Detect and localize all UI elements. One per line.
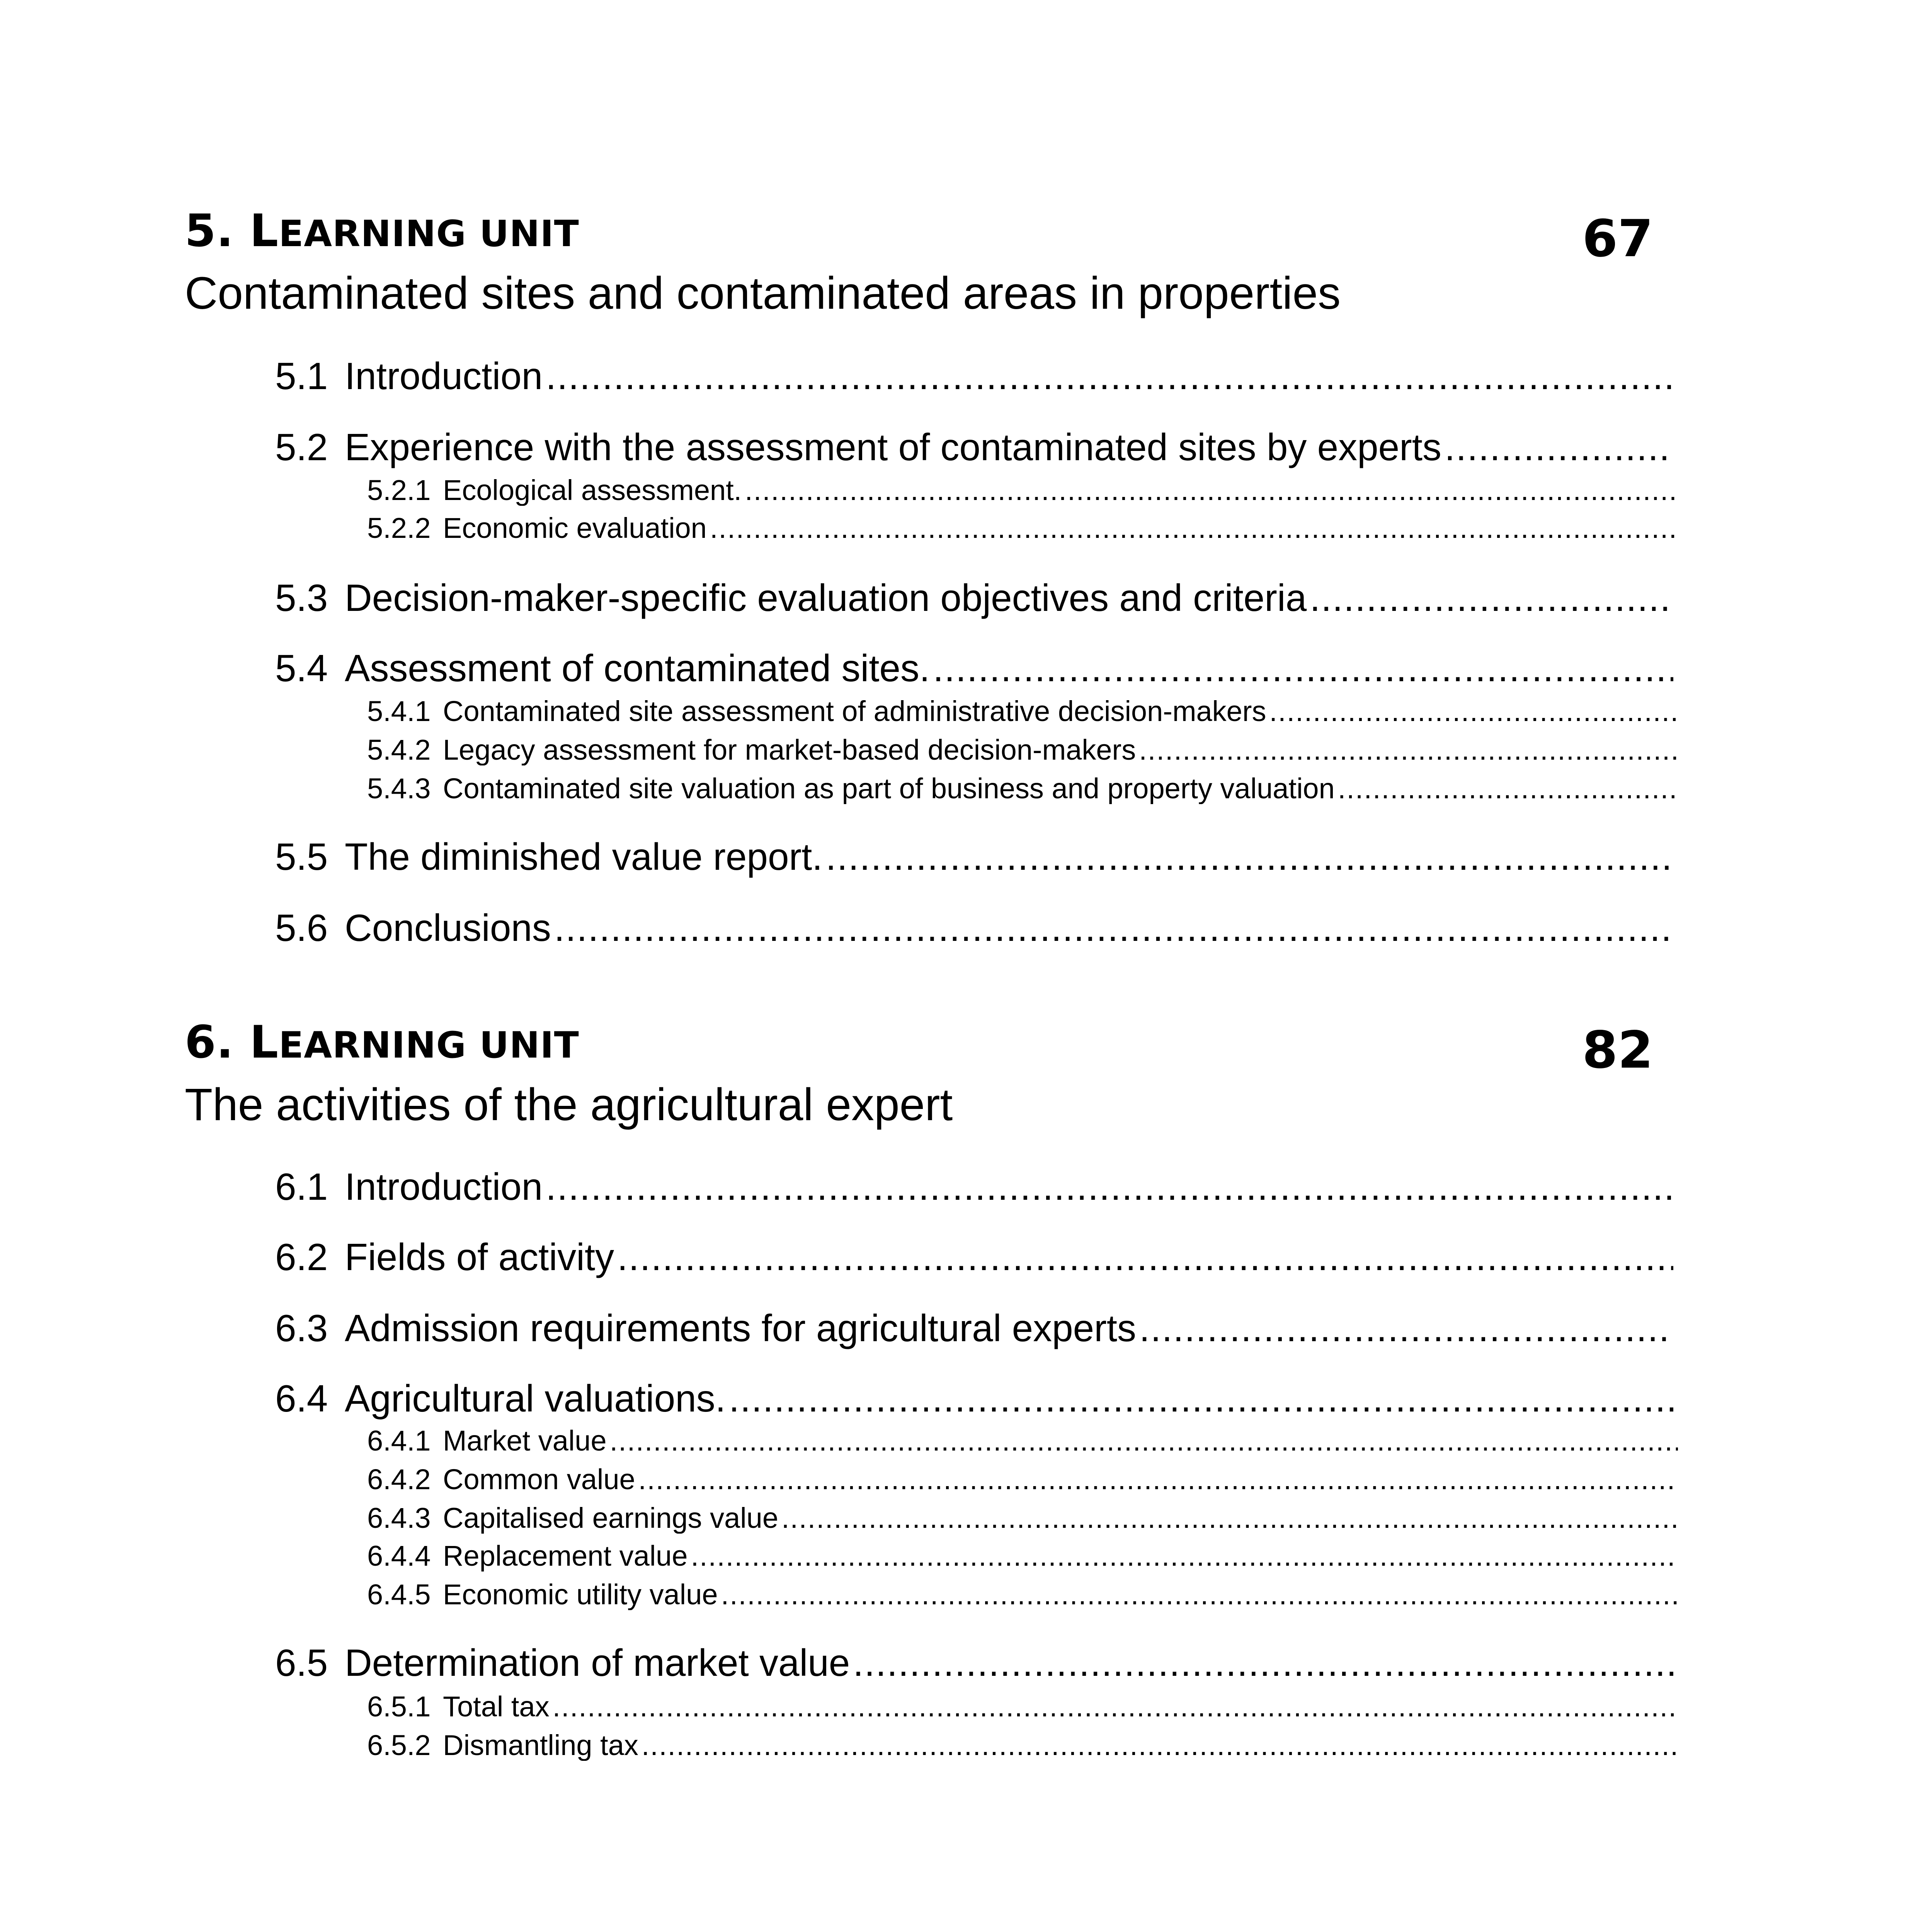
leader-dots [638, 1464, 1678, 1495]
toc-entry-6-5-2[interactable] [367, 1730, 1678, 1761]
leader-dots [642, 1730, 1678, 1761]
leader-dots [721, 1579, 1678, 1610]
entry-number: 6.4.5 [367, 1579, 431, 1611]
toc-entry-5-2[interactable] [275, 427, 1673, 468]
entry-title: Conclusions [345, 907, 551, 949]
entry-title: Market value [443, 1425, 607, 1457]
toc-entry-6-2[interactable] [275, 1236, 1673, 1278]
leader-dots [1139, 1308, 1673, 1349]
entry-number: 6.4.2 [367, 1464, 431, 1495]
entry-number: 5.4.2 [367, 734, 431, 766]
entry-number: 6.5 [275, 1642, 328, 1684]
leader-dots [554, 907, 1673, 949]
leader-dots [553, 1691, 1678, 1722]
entry-number: 5.2 [275, 427, 328, 468]
toc-entry-6-4-1[interactable] [367, 1425, 1678, 1456]
toc-entry-5-4-1[interactable] [367, 696, 1678, 727]
toc-entry-6-5-1[interactable] [367, 1691, 1678, 1722]
entry-number: 6.2 [275, 1236, 328, 1278]
entry-number: 6.4.3 [367, 1502, 431, 1534]
entry-number: 5.5 [275, 836, 328, 878]
entry-number: 5.3 [275, 577, 328, 619]
toc-entry-6-4-2[interactable] [367, 1464, 1678, 1495]
entry-title: Legacy assessment for market-based decision-makers [443, 734, 1136, 766]
leader-dots [745, 474, 1678, 506]
entry-title: Economic utility value [443, 1579, 718, 1611]
entry-title: The diminished value report. [345, 836, 823, 878]
entry-number: 6.4 [275, 1378, 328, 1420]
leader-dots [1310, 577, 1673, 619]
toc-entry-5-1[interactable] [275, 355, 1673, 397]
unit-6-subtitle: The activities of the agricultural expert [185, 1079, 953, 1130]
leader-dots [617, 1236, 1673, 1278]
unit-6-title: 6. LEARNING UNIT [185, 1016, 579, 1068]
entry-title: Dismantling tax [443, 1730, 638, 1761]
entry-number: 5.4.1 [367, 696, 431, 727]
unit-5-subtitle: Contaminated sites and contaminated areas in properties [185, 268, 1341, 319]
leader-dots [691, 1540, 1678, 1571]
leader-dots [610, 1425, 1678, 1456]
entry-number: 6.4.1 [367, 1425, 431, 1457]
entry-title: Ecological assessment. [443, 474, 742, 506]
unit-5-header [185, 205, 1653, 325]
entry-title: Total tax [443, 1691, 550, 1723]
entry-number: 6.3 [275, 1308, 328, 1349]
unit-5-page-number: 67 [1582, 209, 1653, 269]
leader-dots [826, 836, 1673, 878]
entry-title: Experience with the assessment of contaminated sites by experts [345, 427, 1441, 468]
entry-number: 6.4.4 [367, 1540, 431, 1572]
leader-dots [1269, 696, 1678, 727]
entry-title: Decision-maker-specific evaluation objectives and criteria [345, 577, 1307, 619]
entry-title: Contaminated site assessment of administrative decision-makers [443, 696, 1266, 727]
unit-5-title: 5. LEARNING UNIT [185, 205, 579, 257]
unit-6-header [185, 1016, 1653, 1136]
toc-entry-6-5[interactable] [275, 1642, 1673, 1684]
toc-entry-6-4-5[interactable] [367, 1579, 1678, 1610]
entry-title: Economic evaluation [443, 512, 707, 544]
entry-title: Admission requirements for agricultural experts [345, 1308, 1136, 1349]
leader-dots [729, 1378, 1673, 1420]
entry-number: 5.2.1 [367, 474, 431, 506]
toc-entry-5-4[interactable] [275, 648, 1673, 689]
entry-title: Capitalised earnings value [443, 1502, 778, 1534]
entry-title: Determination of market value [345, 1642, 850, 1684]
entry-title: Introduction [345, 355, 543, 397]
entry-title: Contaminated site valuation as part of business and property valuation [443, 773, 1335, 804]
leader-dots [546, 1166, 1673, 1208]
leader-dots [710, 512, 1678, 544]
toc-entry-5-4-2[interactable] [367, 734, 1678, 765]
toc-entry-6-1[interactable] [275, 1166, 1673, 1208]
entry-title: Agricultural valuations. [345, 1378, 726, 1420]
leader-dots [853, 1642, 1673, 1684]
toc-entry-6-4-4[interactable] [367, 1540, 1678, 1571]
entry-number: 6.5.1 [367, 1691, 431, 1723]
toc-entry-5-6[interactable] [275, 907, 1673, 949]
entry-number: 5.1 [275, 355, 328, 397]
unit-6-page-number: 82 [1582, 1020, 1653, 1080]
leader-dots [1139, 734, 1678, 765]
toc-entry-6-4[interactable] [275, 1378, 1673, 1420]
toc-entry-6-3[interactable] [275, 1308, 1673, 1349]
entry-number: 5.6 [275, 907, 328, 949]
toc-entry-6-4-3[interactable] [367, 1502, 1678, 1534]
leader-dots [1338, 773, 1678, 804]
entry-title: Introduction [345, 1166, 543, 1208]
leader-dots [933, 648, 1673, 689]
entry-title: Common value [443, 1464, 635, 1495]
entry-title: Assessment of contaminated sites. [345, 648, 930, 689]
toc-entry-5-4-3[interactable] [367, 773, 1678, 804]
leader-dots [546, 355, 1673, 397]
toc-entry-5-3[interactable] [275, 577, 1673, 619]
entry-number: 5.4 [275, 648, 328, 689]
entry-number: 6.5.2 [367, 1730, 431, 1761]
leader-dots [781, 1502, 1678, 1534]
toc-entry-5-5[interactable] [275, 836, 1673, 878]
entry-title: Replacement value [443, 1540, 688, 1572]
leader-dots [1445, 427, 1673, 468]
entry-title: Fields of activity [345, 1236, 614, 1278]
toc-entry-5-2-1[interactable] [367, 474, 1678, 506]
entry-number: 5.4.3 [367, 773, 431, 804]
entry-number: 6.1 [275, 1166, 328, 1208]
entry-number: 5.2.2 [367, 512, 431, 544]
toc-entry-5-2-2[interactable] [367, 512, 1678, 544]
